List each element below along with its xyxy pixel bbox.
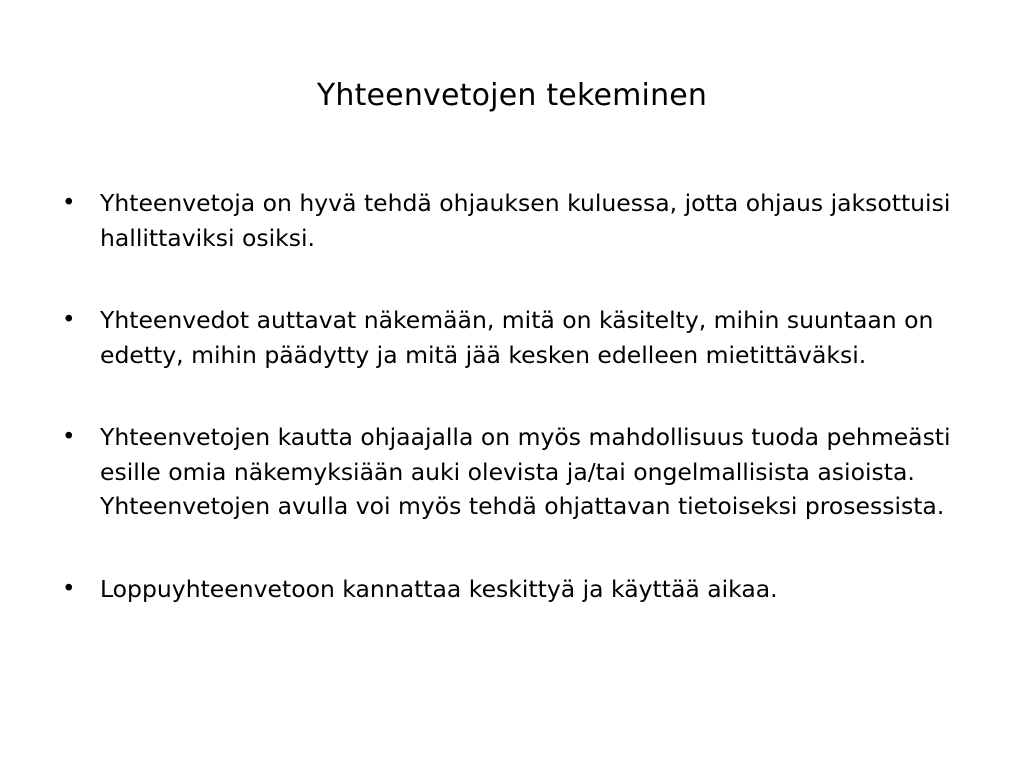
bullet-dot-icon: •: [62, 575, 76, 602]
bullet-dot-icon: •: [62, 190, 76, 216]
bullet-item: [62, 186, 962, 255]
bullet-item: [62, 420, 962, 524]
slide-title: Yhteenvetojen tekeminen: [316, 78, 708, 113]
bullet-item: [62, 572, 962, 607]
bullet-text: Yhteenvetojen kautta ohjaajalla on myös mahdollisuus tuoda pehmeästi esille omia näkemyksiään auki olevista ja/tai ongelmallisista asioista. Yhteenvetojen avulla voi myös tehdä ohjattavan tietoiseksi prosessista.: [100, 423, 951, 520]
bullet-text: Loppuyhteenvetoon kannattaa keskittyä ja käyttää aikaa.: [100, 574, 778, 603]
bullet-dot-icon: •: [62, 307, 76, 333]
bullet-dot-icon: •: [62, 424, 76, 450]
bullet-text: Yhteenvetoja on hyvä tehdä ohjauksen kuluessa, jotta ohjaus jaksottuisi hallittaviksi osiksi.: [100, 189, 951, 252]
bullet-item: [62, 303, 962, 372]
bullet-list: [62, 186, 962, 654]
bullet-text: Yhteenvedot auttavat näkemään, mitä on käsitelty, mihin suuntaan on edetty, mihin päädytty ja mitä jää kesken edelleen mietittäväksi.: [100, 306, 934, 369]
